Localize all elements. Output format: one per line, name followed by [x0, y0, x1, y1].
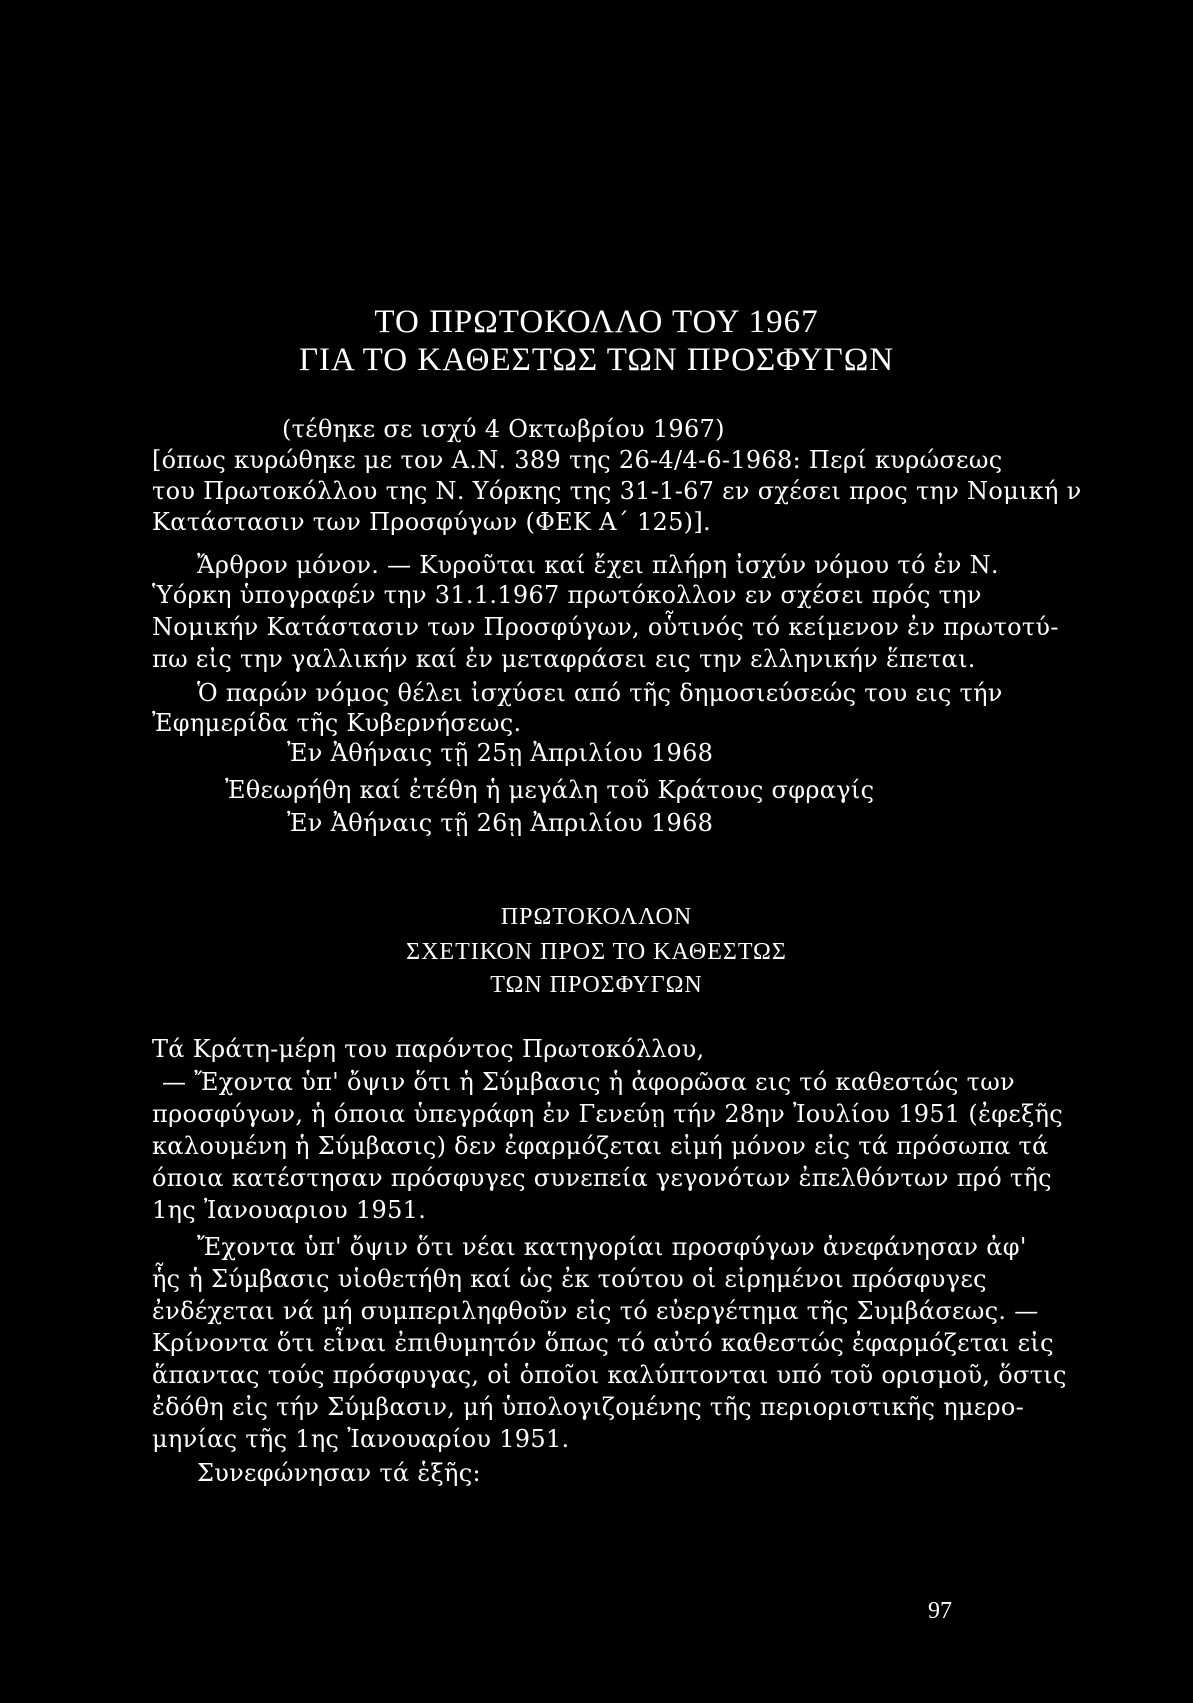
intro-line: Ἐφημερίδα τῆς Κυβερνήσεως.	[152, 709, 522, 737]
body-line: Συνεφώνησαν τά ἑξῆς:	[197, 1459, 481, 1487]
protocol-heading-line: ΠΡΩΤΟΚΟΛΛΟΝ	[500, 904, 693, 930]
body-line: μηνίας τῆς 1ης Ἰανουαρίου 1951.	[152, 1425, 570, 1453]
body-line: — Ἔχοντα ὑπ' ὄψιν ὅτι ἡ Σύμβασις ἡ ἀφορῶσα εις τό καθεστώς των	[162, 1068, 1015, 1096]
intro-line: (τέθηκε σε ισχύ 4 Οκτωβρίου 1967)	[282, 415, 725, 443]
body-line: όποια κατέστησαν πρόσφυγες συνεπεία γεγονότων ἐπελθόντων πρό τῆς	[152, 1164, 1052, 1192]
signature-line: Ἐθεωρήθη καί ἐτέθη ἡ μεγάλη τοῦ Κράτους σφραγίς	[225, 776, 875, 804]
body-line: Ἔχοντα ὑπ' ὄψιν ὅτι νέαι κατηγορίαι προσφύγων ἀνεφάνησαν ἀφ'	[197, 1233, 1027, 1261]
intro-line: πω εἰς την γαλλικήν καί ἐν μεταφράσει εις την ελληνικήν ἕπεται.	[152, 645, 976, 673]
intro-line: του Πρωτοκόλλου της Ν. Υόρκης της 31-1-67 εν σχέσει προς την Νομική ν	[152, 477, 1082, 505]
body-line: Κρίνοντα ὅτι εἶναι ἐπιθυμητόν ὅπως τό αὐτό καθεστώς ἐφαρμόζεται εἰς	[152, 1329, 1054, 1357]
protocol-heading-line: ΣΧΕΤΙΚΟΝ ΠΡΟΣ ΤΟ ΚΑΘΕΣΤΩΣ	[406, 939, 787, 965]
body-line: ἅπαντας τούς πρόσφυγας, οἱ ὁποῖοι καλύπτονται υπό τοῦ ορισμοῦ, ὅστις	[152, 1361, 1067, 1389]
body-line: προσφύγων, ἡ όποια ὑπεγράφη ἐν Γενεύῃ τήν 28ην Ἰουλίου 1951 (ἐφεξῆς	[152, 1100, 1064, 1128]
signature-line: Ἐν Ἀθήναις τῇ 25ῃ Ἀπριλίου 1968	[287, 739, 714, 767]
protocol-heading-line: ΤΩΝ ΠΡΟΣΦΥΓΩΝ	[490, 972, 703, 998]
body-line: Τά Κράτη-μέρη του παρόντος Πρωτοκόλλου,	[152, 1035, 705, 1063]
intro-line: Ἄρθρον μόνον. — Κυροῦται καί ἔχει πλήρη ἰσχύν νόμου τό ἐν Ν.	[197, 551, 999, 579]
body-line: καλουμένη ἡ Σύμβασις) δεν ἐφαρμόζεται εἰμή μόνον εἰς τά πρόσωπα τά	[152, 1132, 1049, 1160]
document-title-line-2: ΓΙΑ ΤΟ ΚΑΘΕΣΤΩΣ ΤΩΝ ΠΡΟΣΦΥΓΩΝ	[298, 342, 895, 378]
page-number: 97	[928, 1598, 952, 1624]
body-line: ἧς ἡ Σύμβασις υἱοθετήθη καί ὡς ἐκ τούτου οἱ εἰρημένοι πρόσφυγες	[152, 1265, 987, 1293]
intro-line: Ὑόρκη ὑπογραφέν την 31.1.1967 πρωτόκολλον εν σχέσει πρός την	[152, 581, 982, 609]
intro-line: Ὁ παρών νόμος θέλει ἰσχύσει από τῆς δημοσιεύσεώς του εις τήν	[197, 679, 1003, 707]
intro-line: Κατάστασιν των Προσφύγων (ΦΕΚ Α΄ 125)].	[152, 508, 711, 536]
body-line: ἐνδέχεται νά μή συμπεριληφθοῦν εἰς τό εὐεργέτημα τῆς Συμβάσεως. —	[152, 1297, 1039, 1325]
signature-line: Ἐν Ἀθήναις τῇ 26ῃ Ἀπριλίου 1968	[287, 809, 714, 837]
intro-line: [όπως κυρώθηκε με τον Α.Ν. 389 της 26-4/4-6-1968: Περί κυρώσεως	[152, 446, 1003, 474]
body-line: ἐδόθη εἰς τήν Σύμβασιν, μή ὑπολογιζομένης τῆς περιοριστικῆς ημερο-	[152, 1393, 1025, 1421]
body-line: 1ης Ἰανουαριου 1951.	[152, 1196, 427, 1224]
document-title-line-1: ΤΟ ΠΡΩΤΟΚΟΛΛΟ ΤΟΥ 1967	[374, 304, 819, 340]
intro-line: Νομικήν Κατάστασιν των Προσφύγων, οὗτινός τό κείμενον ἐν πρωτοτύ-	[152, 613, 1059, 641]
